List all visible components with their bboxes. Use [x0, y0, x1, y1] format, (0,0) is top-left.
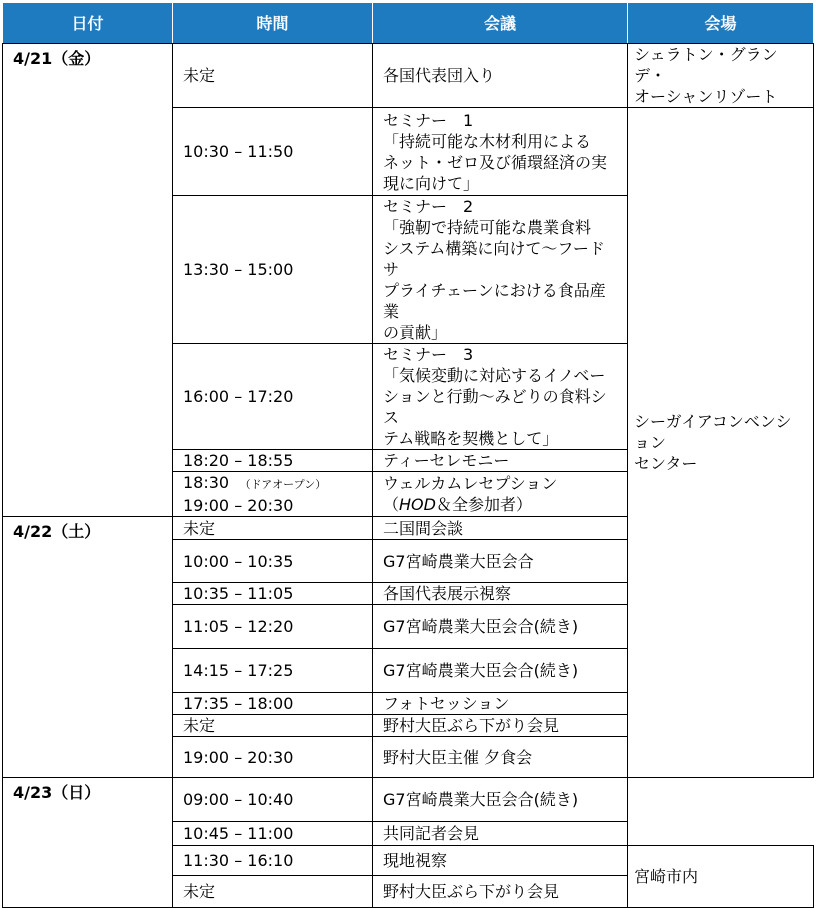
header-date: 日付: [3, 3, 173, 44]
meeting-cell: 現地視察: [373, 846, 628, 876]
meeting-cell: G7宮崎農業大臣会合: [373, 540, 628, 583]
meeting-cell: 野村大臣主催 夕食会: [373, 737, 628, 778]
date-cell: 4/22（土）: [3, 517, 173, 778]
header-meeting: 会議: [373, 3, 628, 44]
schedule-table: [2, 2, 814, 908]
meeting-title: ウェルカムレセプション: [383, 474, 558, 493]
time-cell: 未定: [173, 715, 373, 737]
meeting-cell: G7宮崎農業大臣会合(続き): [373, 649, 628, 693]
time-cell: [173, 472, 373, 517]
meeting-cell: 二国間会談: [373, 517, 628, 540]
time-cell: 19:00 – 20:30: [173, 737, 373, 778]
time-cell: 11:30 – 16:10: [173, 846, 373, 876]
venue-cell: シーガイアコンベンション センター: [628, 108, 814, 778]
time-cell: 09:00 – 10:40: [173, 778, 373, 822]
meeting-cell: G7宮崎農業大臣会合(続き): [373, 778, 628, 822]
date-cell: 4/23（日）: [3, 778, 173, 908]
time-cell: 未定: [173, 44, 373, 108]
meeting-cell: ティーセレモニー: [373, 450, 628, 472]
time-cell: 16:00 – 17:20: [173, 344, 373, 450]
date-cell: 4/21（金）: [3, 44, 173, 517]
meeting-note-rest: ＆全参加者）: [435, 495, 532, 514]
header-venue: 会場: [628, 3, 814, 44]
meeting-cell: 各国代表展示視察: [373, 583, 628, 605]
meeting-note-hod: HOD: [399, 495, 436, 514]
time-cell: 未定: [173, 876, 373, 908]
meeting-cell: セミナー 1 「持続可能な木材利用による ネット・ゼロ及び循環経済の実 現に向けて」: [373, 108, 628, 196]
header-time: 時間: [173, 3, 373, 44]
time-cell: 10:45 – 11:00: [173, 822, 373, 846]
time-start: 18:30: [183, 473, 230, 492]
meeting-cell: G7宮崎農業大臣会合(続き): [373, 605, 628, 649]
time-cell: 14:15 – 17:25: [173, 649, 373, 693]
time-cell: 11:05 – 12:20: [173, 605, 373, 649]
header-row: [3, 3, 814, 44]
door-open-note: （ドアオープン）: [245, 478, 327, 491]
meeting-cell: 野村大臣ぶら下がり会見: [373, 715, 628, 737]
time-cell: 未定: [173, 517, 373, 540]
time-cell: 10:30 – 11:50: [173, 108, 373, 196]
table-row: [3, 778, 814, 822]
meeting-cell: フォトセッション: [373, 693, 628, 715]
time-cell: 10:35 – 11:05: [173, 583, 373, 605]
meeting-cell: 各国代表団入り: [373, 44, 628, 108]
meeting-cell: セミナー 3 「気候変動に対応するイノベー ションと行動～みどりの食料シス テム戦略を契機として」: [373, 344, 628, 450]
time-cell: 13:30 – 15:00: [173, 196, 373, 344]
time-cell: 10:00 – 10:35: [173, 540, 373, 583]
time-cell: 17:35 – 18:00: [173, 693, 373, 715]
table-row: [3, 44, 814, 108]
time-range: 19:00 – 20:30: [183, 496, 294, 515]
meeting-cell: 野村大臣ぶら下がり会見: [373, 876, 628, 908]
meeting-cell: [373, 472, 628, 517]
meeting-cell: セミナー 2 「強靭で持続可能な農業食料 システム構築に向けて～フードサ プライチェーンにおける食品産業 の貢献」: [373, 196, 628, 344]
meeting-note-open: （: [383, 495, 400, 514]
time-cell: 18:20 – 18:55: [173, 450, 373, 472]
meeting-cell: 共同記者会見: [373, 822, 628, 846]
venue-cell: 宮崎市内: [628, 846, 814, 908]
venue-cell: シェラトン・グランデ・ オーシャンリゾート: [628, 44, 814, 108]
